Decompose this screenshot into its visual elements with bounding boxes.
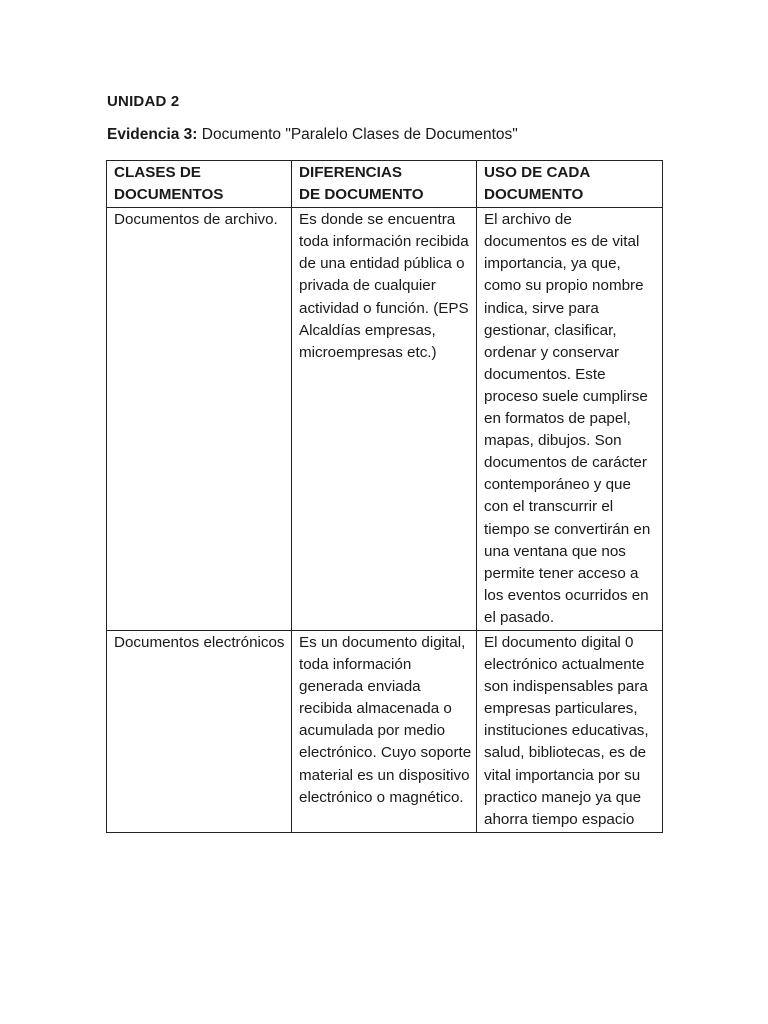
table-row <box>107 630 663 832</box>
header-clases <box>107 161 292 208</box>
row-archivo-uso <box>477 208 663 631</box>
cell-text: Documentos electrónicos <box>114 633 285 651</box>
header-uso-line1: USO DE CADA <box>484 164 591 181</box>
header-diferencias <box>292 161 477 208</box>
table-row <box>107 208 663 631</box>
unit-title: UNIDAD 2 <box>107 93 180 110</box>
header-uso-line2: DOCUMENTO <box>484 186 584 204</box>
cell-text: El archivo de documentos es de vital importancia, ya que, como su propio nombre indica, sirve para gestionar, clasificar, ordenar y conservar documentos. Este proceso suele cumplirse en formatos de papel, mapas, dibujos. Son documentos de carácter contemporáneo y que con el transcurrir el tiempo se convertirán en una ventana que nos permite tener acceso a los eventos ocurridos en el pasado. <box>484 211 651 626</box>
cell-text: Es donde se encuentra toda información recibida de una entidad pública o privada de cualquier actividad o función. (EPS Alcaldías empresas, microempresas etc.) <box>299 211 469 361</box>
table-header-row <box>107 161 663 208</box>
row-archivo-diferencias <box>292 208 477 631</box>
row-electronicos-diferencias <box>292 630 477 832</box>
row-electronicos-uso <box>477 630 663 832</box>
header-diferencias-line1: DIFERENCIAS <box>299 164 402 181</box>
header-diferencias-line2: DE DOCUMENTO <box>299 186 424 204</box>
evidence-line <box>107 126 518 144</box>
cell-text: Documentos de archivo. <box>114 211 278 229</box>
header-clases-line1: CLASES DE <box>114 164 201 181</box>
header-clases-line2: DOCUMENTOS <box>114 186 224 204</box>
cell-text: El documento digital 0 electrónico actualmente son indispensables para empresas particulares, instituciones educativas, salud, bibliotecas, es de vital importancia por su practico manejo ya que ahorra tiempo espacio <box>484 633 649 828</box>
row-archivo-clase <box>107 208 292 631</box>
document-classes-table <box>106 160 663 833</box>
row-electronicos-clase <box>107 630 292 832</box>
header-uso <box>477 161 663 208</box>
evidence-label: Evidencia 3: <box>107 126 198 143</box>
cell-text: Es un documento digital, toda información generada enviada recibida almacenada o acumulada por medio electrónico. Cuyo soporte material es un dispositivo electrónico o magnético. <box>299 633 472 806</box>
evidence-text: Documento "Paralelo Clases de Documentos" <box>197 126 518 143</box>
